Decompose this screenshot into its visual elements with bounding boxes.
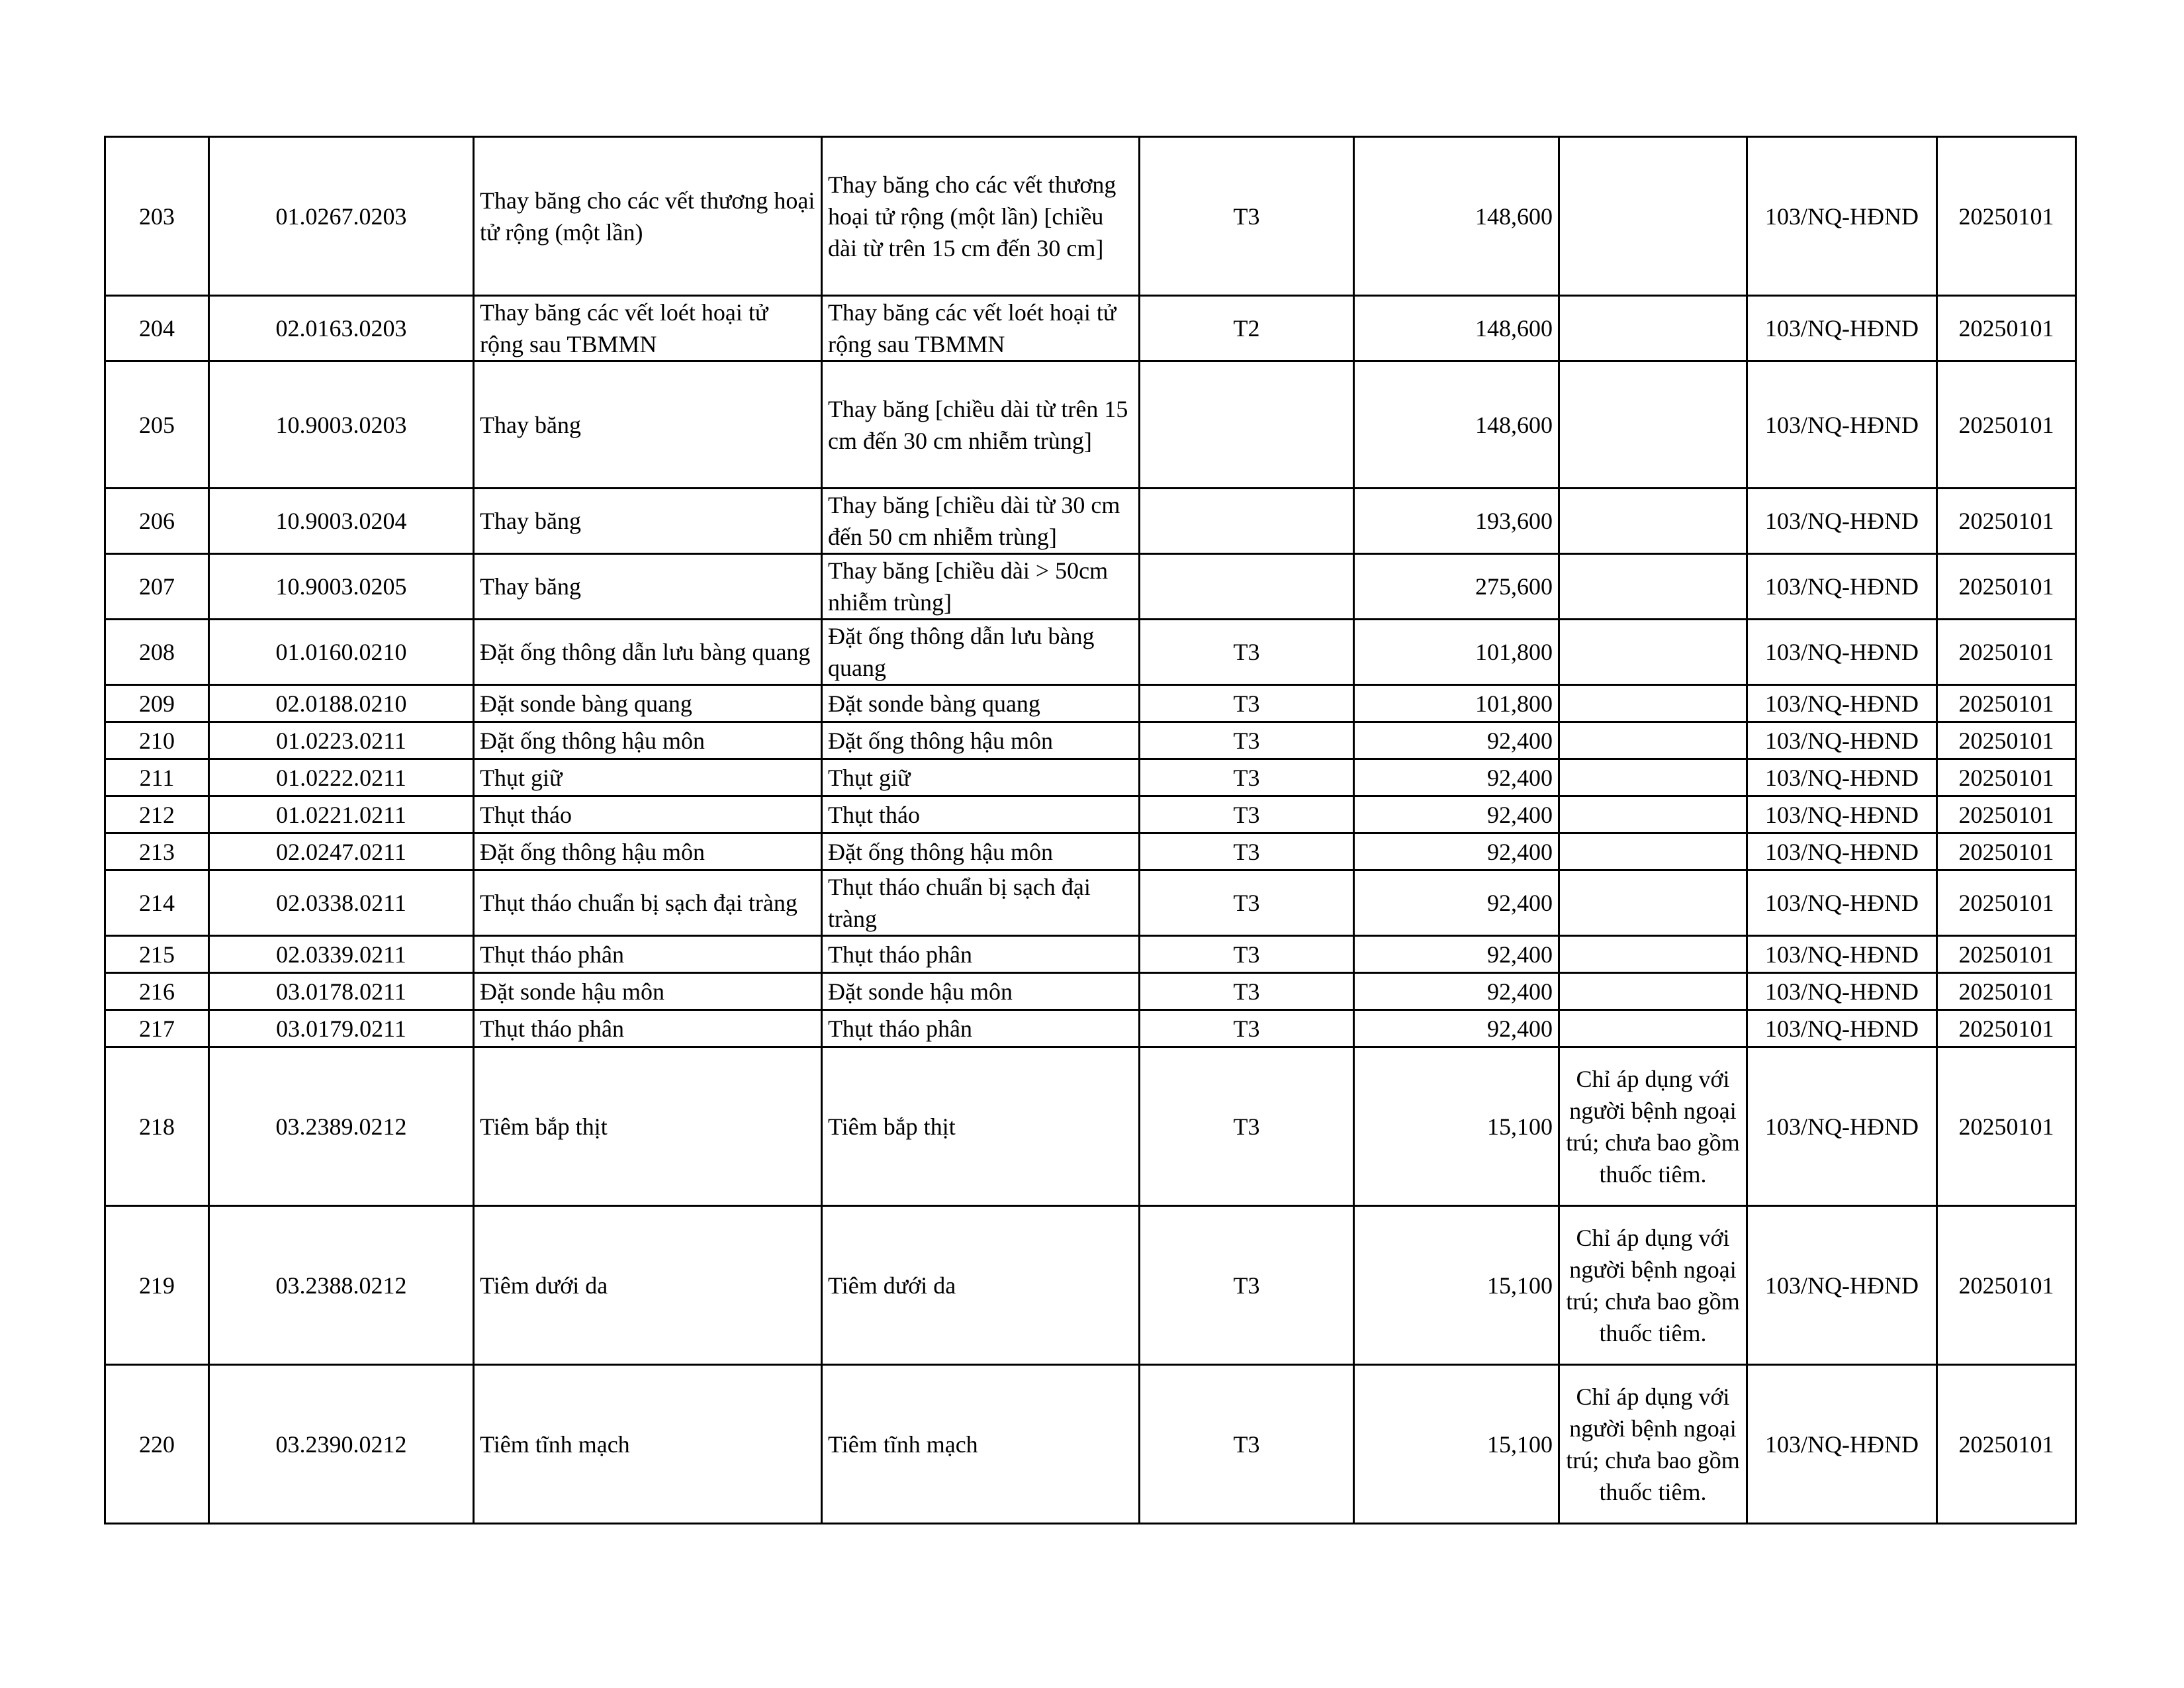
- cell-resolution: 103/NQ-HĐND: [1747, 759, 1937, 796]
- table-row: [105, 1365, 2076, 1524]
- cell-stt: 218: [105, 1047, 209, 1206]
- cell-note: [1559, 685, 1747, 722]
- cell-service-code: 10.9003.0205: [209, 554, 474, 620]
- cell-note: [1559, 722, 1747, 759]
- cell-service-name: Thay băng: [474, 361, 822, 489]
- cell-service-code: 10.9003.0203: [209, 361, 474, 489]
- cell-note: [1559, 361, 1747, 489]
- cell-service-name: Tiêm bắp thịt: [474, 1047, 822, 1206]
- table-row: [105, 685, 2076, 722]
- cell-price: 148,600: [1354, 137, 1559, 296]
- cell-price: 101,800: [1354, 620, 1559, 685]
- table-row: [105, 361, 2076, 489]
- table-row: [105, 796, 2076, 833]
- cell-price: 275,600: [1354, 554, 1559, 620]
- cell-resolution: 103/NQ-HĐND: [1747, 296, 1937, 361]
- cell-service-code: 02.0163.0203: [209, 296, 474, 361]
- cell-price-name: Thụt tháo chuẩn bị sạch đại tràng: [822, 870, 1140, 936]
- cell-service-code: 01.0221.0211: [209, 796, 474, 833]
- cell-resolution: 103/NQ-HĐND: [1747, 1010, 1937, 1047]
- cell-effective-date: 20250101: [1937, 685, 2076, 722]
- cell-price: 15,100: [1354, 1047, 1559, 1206]
- cell-resolution: 103/NQ-HĐND: [1747, 1047, 1937, 1206]
- cell-resolution: 103/NQ-HĐND: [1747, 554, 1937, 620]
- table-row: [105, 554, 2076, 620]
- cell-price-name: Thụt giữ: [822, 759, 1140, 796]
- cell-note: [1559, 796, 1747, 833]
- cell-resolution: 103/NQ-HĐND: [1747, 973, 1937, 1010]
- cell-stt: 208: [105, 620, 209, 685]
- cell-service-name: Thay băng cho các vết thương hoại tử rộng (một lần): [474, 137, 822, 296]
- cell-service-name: Thụt tháo chuẩn bị sạch đại tràng: [474, 870, 822, 936]
- cell-class: T3: [1140, 1047, 1354, 1206]
- table-row: [105, 833, 2076, 870]
- cell-service-code: 02.0247.0211: [209, 833, 474, 870]
- cell-effective-date: 20250101: [1937, 296, 2076, 361]
- table-row: [105, 137, 2076, 296]
- cell-class: T3: [1140, 870, 1354, 936]
- cell-price: 92,400: [1354, 936, 1559, 973]
- cell-service-name: Đặt ống thông hậu môn: [474, 833, 822, 870]
- cell-service-code: 01.0222.0211: [209, 759, 474, 796]
- table-row: [105, 620, 2076, 685]
- cell-service-name: Thụt tháo phân: [474, 936, 822, 973]
- cell-service-code: 01.0267.0203: [209, 137, 474, 296]
- cell-class: T2: [1140, 296, 1354, 361]
- cell-class: T3: [1140, 759, 1354, 796]
- cell-price: 92,400: [1354, 759, 1559, 796]
- cell-resolution: 103/NQ-HĐND: [1747, 1206, 1937, 1365]
- cell-stt: 207: [105, 554, 209, 620]
- cell-price: 92,400: [1354, 1010, 1559, 1047]
- cell-stt: 210: [105, 722, 209, 759]
- cell-price-name: Đặt sonde bàng quang: [822, 685, 1140, 722]
- cell-class: T3: [1140, 620, 1354, 685]
- cell-note: Chỉ áp dụng với người bệnh ngoại trú; chưa bao gồm thuốc tiêm.: [1559, 1047, 1747, 1206]
- cell-service-code: 10.9003.0204: [209, 489, 474, 554]
- cell-service-code: 03.0178.0211: [209, 973, 474, 1010]
- cell-service-code: 02.0188.0210: [209, 685, 474, 722]
- cell-effective-date: 20250101: [1937, 1206, 2076, 1365]
- cell-resolution: 103/NQ-HĐND: [1747, 870, 1937, 936]
- cell-service-code: 03.2388.0212: [209, 1206, 474, 1365]
- cell-stt: 211: [105, 759, 209, 796]
- cell-effective-date: 20250101: [1937, 759, 2076, 796]
- cell-effective-date: 20250101: [1937, 1365, 2076, 1524]
- cell-price-name: Đặt ống thông hậu môn: [822, 833, 1140, 870]
- cell-price-name: Tiêm tĩnh mạch: [822, 1365, 1140, 1524]
- cell-class: T3: [1140, 1206, 1354, 1365]
- cell-class: T3: [1140, 1010, 1354, 1047]
- cell-class: [1140, 554, 1354, 620]
- cell-class: T3: [1140, 722, 1354, 759]
- cell-service-name: Đặt ống thông hậu môn: [474, 722, 822, 759]
- cell-price: 148,600: [1354, 361, 1559, 489]
- cell-price: 101,800: [1354, 685, 1559, 722]
- cell-note: [1559, 1010, 1747, 1047]
- cell-effective-date: 20250101: [1937, 870, 2076, 936]
- cell-service-name: Thụt tháo: [474, 796, 822, 833]
- cell-service-code: 01.0223.0211: [209, 722, 474, 759]
- cell-service-name: Thay băng: [474, 554, 822, 620]
- cell-note: [1559, 137, 1747, 296]
- cell-note: [1559, 296, 1747, 361]
- cell-price-name: Thay băng [chiều dài > 50cm nhiễm trùng]: [822, 554, 1140, 620]
- cell-price-name: Tiêm dưới da: [822, 1206, 1140, 1365]
- cell-stt: 219: [105, 1206, 209, 1365]
- cell-price: 193,600: [1354, 489, 1559, 554]
- table-row: [105, 759, 2076, 796]
- cell-resolution: 103/NQ-HĐND: [1747, 722, 1937, 759]
- table-row: [105, 489, 2076, 554]
- cell-note: [1559, 759, 1747, 796]
- cell-class: T3: [1140, 936, 1354, 973]
- cell-stt: 216: [105, 973, 209, 1010]
- cell-price-name: Thay băng cho các vết thương hoại tử rộng (một lần) [chiều dài từ trên 15 cm đến 30 cm]: [822, 137, 1140, 296]
- cell-stt: 220: [105, 1365, 209, 1524]
- cell-price-name: Đặt ống thông dẫn lưu bàng quang: [822, 620, 1140, 685]
- cell-price: 92,400: [1354, 870, 1559, 936]
- cell-resolution: 103/NQ-HĐND: [1747, 936, 1937, 973]
- cell-stt: 205: [105, 361, 209, 489]
- cell-price: 15,100: [1354, 1206, 1559, 1365]
- cell-service-code: 02.0339.0211: [209, 936, 474, 973]
- cell-service-name: Đặt sonde hậu môn: [474, 973, 822, 1010]
- cell-resolution: 103/NQ-HĐND: [1747, 796, 1937, 833]
- cell-price-name: Thay băng [chiều dài từ trên 15 cm đến 30 cm nhiễm trùng]: [822, 361, 1140, 489]
- cell-note: Chỉ áp dụng với người bệnh ngoại trú; chưa bao gồm thuốc tiêm.: [1559, 1206, 1747, 1365]
- cell-effective-date: 20250101: [1937, 137, 2076, 296]
- price-table: [104, 136, 2077, 1524]
- table-row: [105, 1206, 2076, 1365]
- cell-price-name: Thụt tháo: [822, 796, 1140, 833]
- cell-effective-date: 20250101: [1937, 973, 2076, 1010]
- cell-effective-date: 20250101: [1937, 620, 2076, 685]
- cell-class: T3: [1140, 137, 1354, 296]
- cell-class: T3: [1140, 796, 1354, 833]
- cell-effective-date: 20250101: [1937, 1047, 2076, 1206]
- cell-note: [1559, 870, 1747, 936]
- cell-class: [1140, 361, 1354, 489]
- cell-resolution: 103/NQ-HĐND: [1747, 361, 1937, 489]
- cell-note: [1559, 936, 1747, 973]
- cell-service-name: Thụt giữ: [474, 759, 822, 796]
- cell-effective-date: 20250101: [1937, 796, 2076, 833]
- cell-class: T3: [1140, 1365, 1354, 1524]
- cell-price: 148,600: [1354, 296, 1559, 361]
- cell-resolution: 103/NQ-HĐND: [1747, 489, 1937, 554]
- cell-stt: 206: [105, 489, 209, 554]
- cell-effective-date: 20250101: [1937, 936, 2076, 973]
- table-row: [105, 1047, 2076, 1206]
- cell-effective-date: 20250101: [1937, 1010, 2076, 1047]
- cell-effective-date: 20250101: [1937, 361, 2076, 489]
- cell-stt: 204: [105, 296, 209, 361]
- table-row: [105, 936, 2076, 973]
- cell-note: [1559, 973, 1747, 1010]
- table-row: [105, 296, 2076, 361]
- cell-effective-date: 20250101: [1937, 489, 2076, 554]
- cell-class: T3: [1140, 833, 1354, 870]
- cell-service-name: Thay băng các vết loét hoại tử rộng sau TBMMN: [474, 296, 822, 361]
- cell-service-code: 02.0338.0211: [209, 870, 474, 936]
- cell-stt: 213: [105, 833, 209, 870]
- cell-service-code: 03.2389.0212: [209, 1047, 474, 1206]
- table-body: [105, 137, 2076, 1524]
- cell-resolution: 103/NQ-HĐND: [1747, 137, 1937, 296]
- cell-note: [1559, 620, 1747, 685]
- cell-note: [1559, 489, 1747, 554]
- table-row: [105, 722, 2076, 759]
- cell-service-code: 03.0179.0211: [209, 1010, 474, 1047]
- cell-stt: 212: [105, 796, 209, 833]
- cell-service-code: 03.2390.0212: [209, 1365, 474, 1524]
- cell-price-name: Đặt ống thông hậu môn: [822, 722, 1140, 759]
- cell-price-name: Thụt tháo phân: [822, 936, 1140, 973]
- cell-effective-date: 20250101: [1937, 554, 2076, 620]
- table-row: [105, 1010, 2076, 1047]
- cell-stt: 203: [105, 137, 209, 296]
- cell-class: T3: [1140, 685, 1354, 722]
- cell-stt: 217: [105, 1010, 209, 1047]
- cell-resolution: 103/NQ-HĐND: [1747, 833, 1937, 870]
- cell-effective-date: 20250101: [1937, 833, 2076, 870]
- cell-price-name: Thụt tháo phân: [822, 1010, 1140, 1047]
- cell-effective-date: 20250101: [1937, 722, 2076, 759]
- cell-service-code: 01.0160.0210: [209, 620, 474, 685]
- cell-stt: 214: [105, 870, 209, 936]
- cell-stt: 209: [105, 685, 209, 722]
- cell-price: 92,400: [1354, 722, 1559, 759]
- cell-price: 92,400: [1354, 973, 1559, 1010]
- cell-price: 15,100: [1354, 1365, 1559, 1524]
- cell-resolution: 103/NQ-HĐND: [1747, 1365, 1937, 1524]
- cell-class: T3: [1140, 973, 1354, 1010]
- cell-resolution: 103/NQ-HĐND: [1747, 620, 1937, 685]
- cell-service-name: Tiêm tĩnh mạch: [474, 1365, 822, 1524]
- cell-price-name: Thay băng [chiều dài từ 30 cm đến 50 cm nhiễm trùng]: [822, 489, 1140, 554]
- cell-service-name: Thụt tháo phân: [474, 1010, 822, 1047]
- cell-note: [1559, 554, 1747, 620]
- cell-price-name: Thay băng các vết loét hoại tử rộng sau TBMMN: [822, 296, 1140, 361]
- cell-service-name: Đặt sonde bàng quang: [474, 685, 822, 722]
- cell-service-name: Tiêm dưới da: [474, 1206, 822, 1365]
- cell-service-name: Thay băng: [474, 489, 822, 554]
- cell-price: 92,400: [1354, 796, 1559, 833]
- cell-stt: 215: [105, 936, 209, 973]
- cell-note: Chỉ áp dụng với người bệnh ngoại trú; chưa bao gồm thuốc tiêm.: [1559, 1365, 1747, 1524]
- cell-service-name: Đặt ống thông dẫn lưu bàng quang: [474, 620, 822, 685]
- cell-price-name: Đặt sonde hậu môn: [822, 973, 1140, 1010]
- cell-resolution: 103/NQ-HĐND: [1747, 685, 1937, 722]
- cell-class: [1140, 489, 1354, 554]
- cell-note: [1559, 833, 1747, 870]
- table-row: [105, 973, 2076, 1010]
- table-row: [105, 870, 2076, 936]
- cell-price-name: Tiêm bắp thịt: [822, 1047, 1140, 1206]
- cell-price: 92,400: [1354, 833, 1559, 870]
